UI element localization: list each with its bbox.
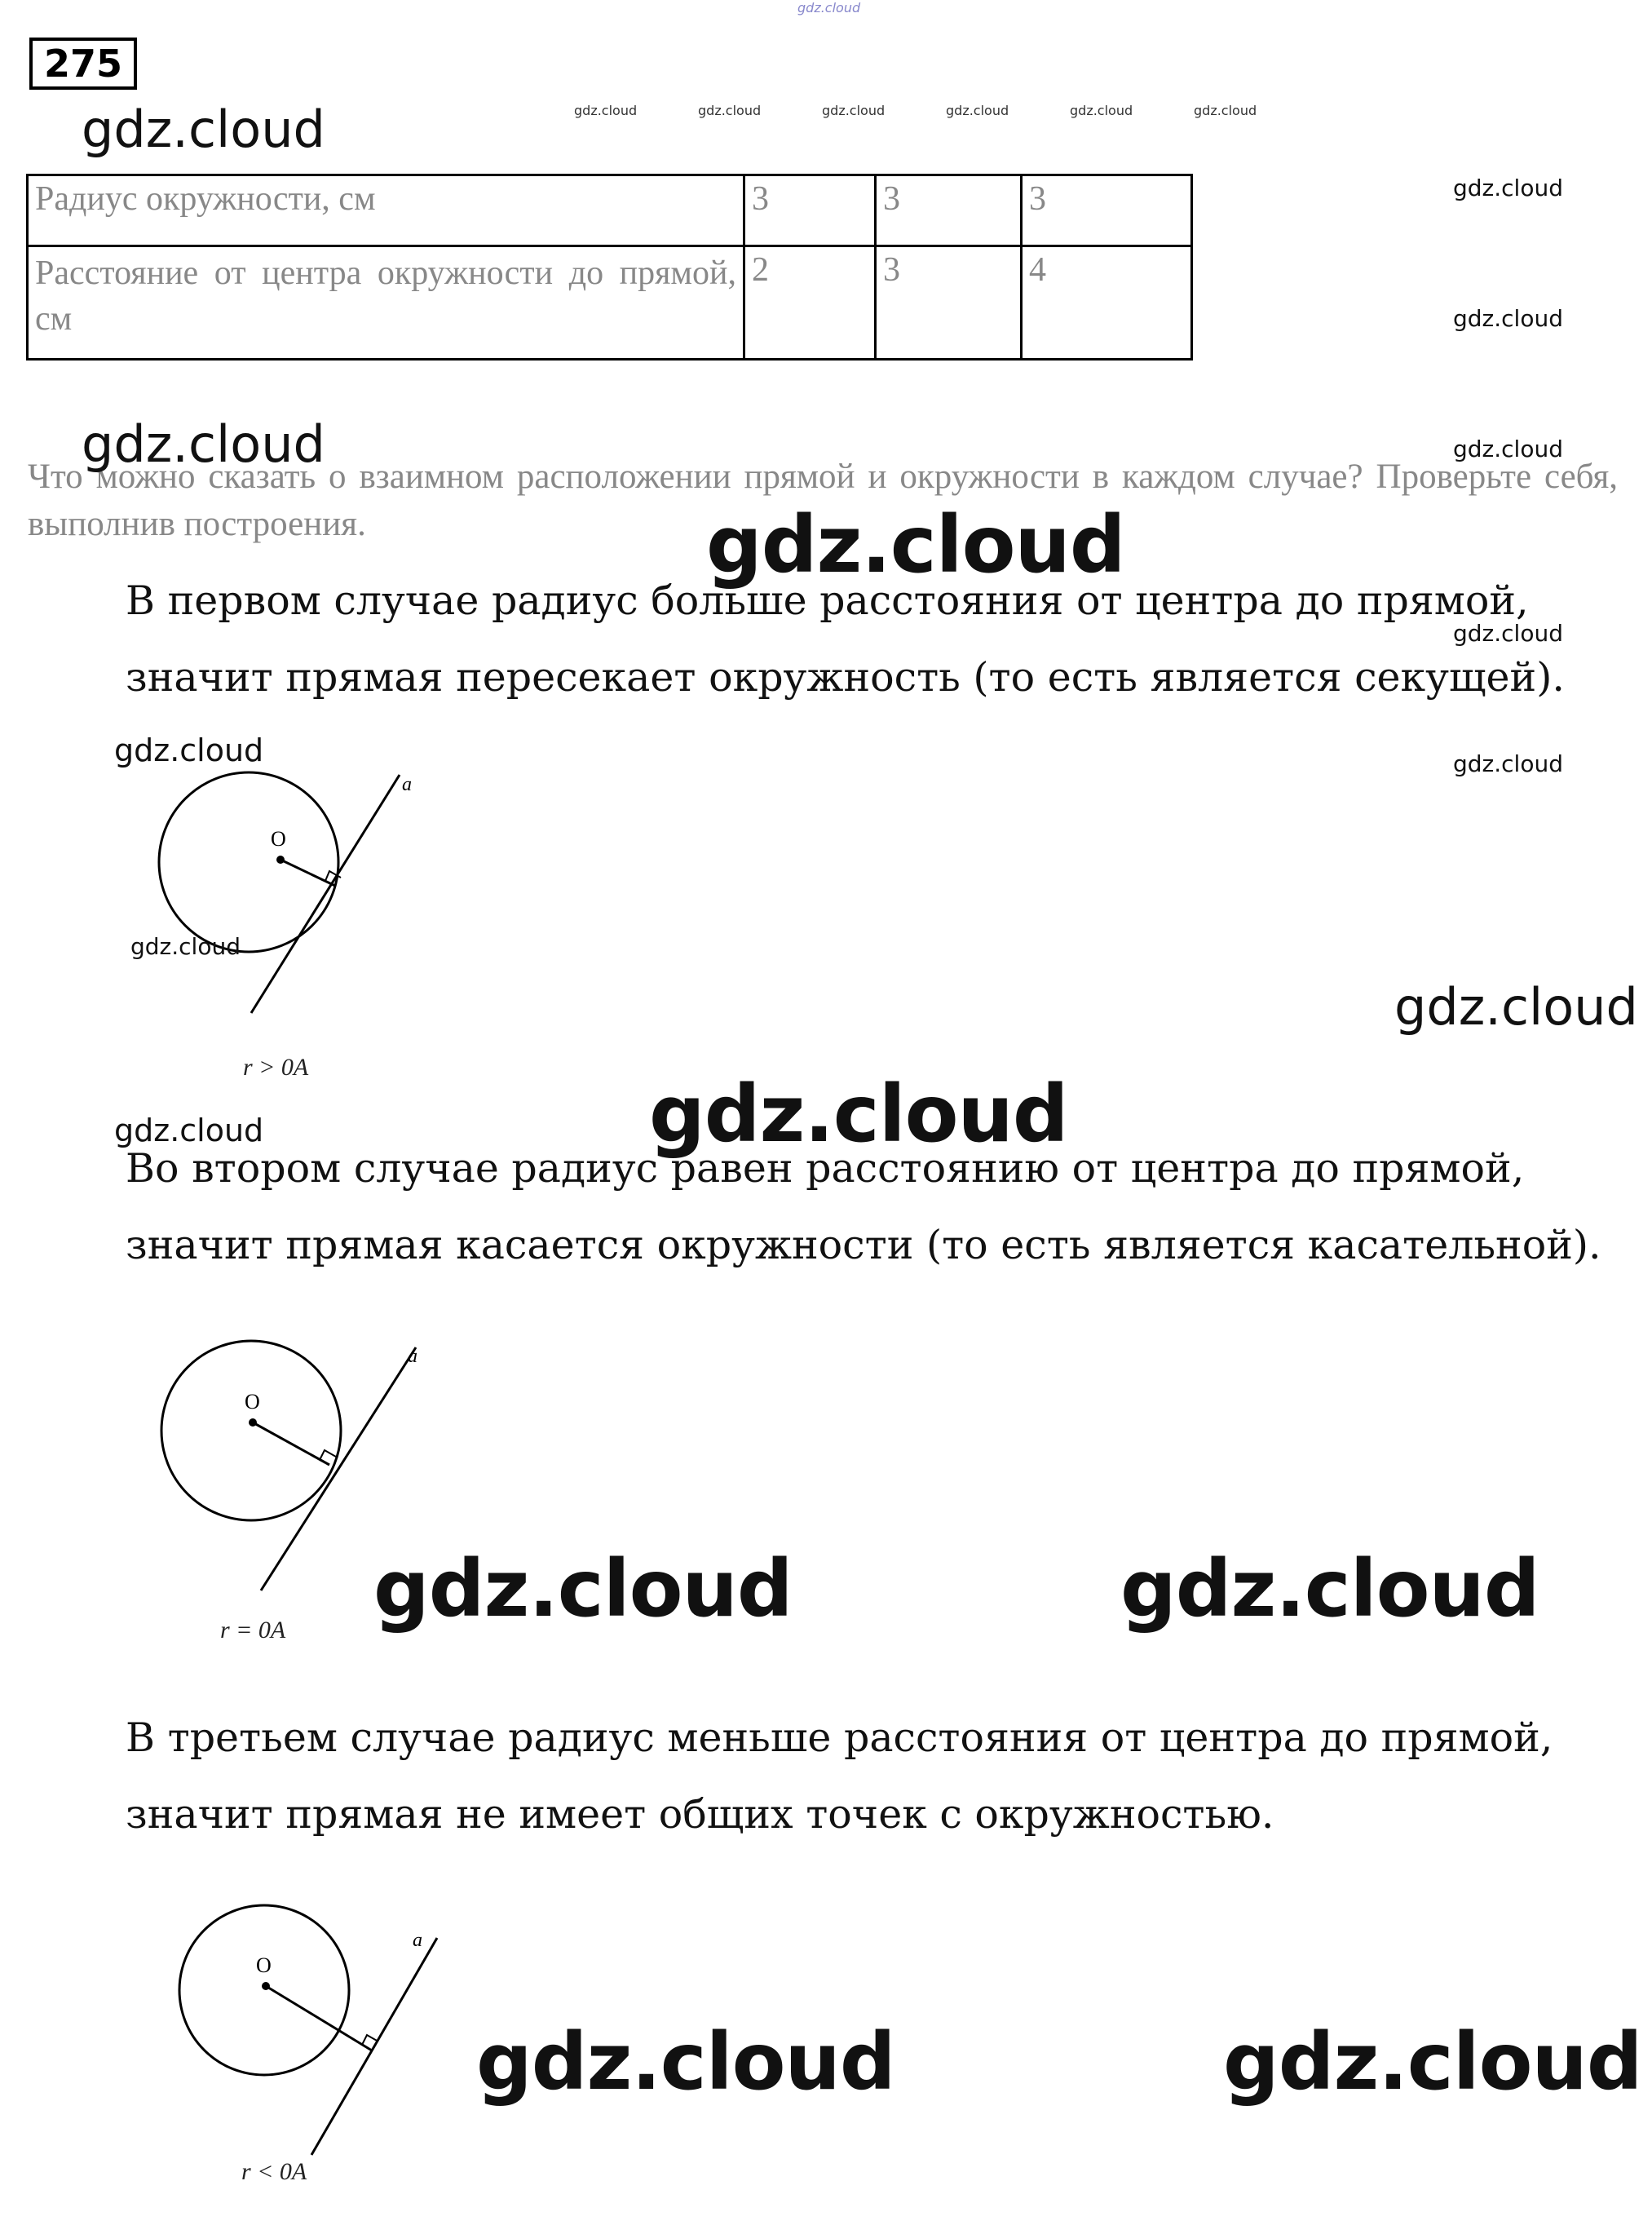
table-row <box>28 246 1192 360</box>
answer-line: В первом случае радиус больше расстояния от центра до прямой, <box>126 577 1529 624</box>
watermark: gdz.cloud <box>1453 175 1563 201</box>
watermark: gdz.cloud <box>1453 750 1563 777</box>
right-angle-mark <box>320 1450 336 1460</box>
answer-line: В третьем случае радиус меньше расстояния от центра до прямой, <box>126 1714 1553 1761</box>
watermark: gdz.cloud <box>82 414 325 474</box>
table-cell: 3 <box>876 246 1022 360</box>
table-cell: 2 <box>744 246 876 360</box>
answer-case-1 <box>126 563 1634 716</box>
line-label: a <box>408 1346 417 1367</box>
table-cell-label: Расстояние от центра окружности до прямой, см <box>28 246 744 360</box>
watermark: gdz.cloud <box>649 1068 1068 1160</box>
table-cell: 3 <box>876 175 1022 246</box>
watermark: gdz.cloud <box>476 2016 895 2108</box>
table-cell: 4 <box>1022 246 1192 360</box>
line-a <box>311 1938 437 2155</box>
center-label: O <box>256 1953 272 1977</box>
answer-line: значит прямая касается окружности (то есть является касательной). <box>126 1222 1601 1268</box>
figure-caption: r = 0A <box>220 1617 286 1643</box>
watermark: gdz.cloud <box>114 1113 264 1148</box>
watermark: gdz.cloud <box>1453 305 1563 332</box>
table-cell: 3 <box>744 175 876 246</box>
line-label: a <box>402 774 412 795</box>
figure-secant <box>147 759 440 1101</box>
line-a <box>251 775 400 1013</box>
watermark: gdz.cloud <box>574 103 638 118</box>
watermark: gdz.cloud <box>114 732 264 768</box>
table-cell-label: Радиус окружности, см <box>28 175 744 246</box>
watermark: gdz.cloud <box>706 499 1125 591</box>
question-text: Что можно сказать о взаимном расположении прямой и окружности в каждом случае? Проверьте себя, выполнив построения. <box>28 458 1618 543</box>
watermark: gdz.cloud <box>1453 436 1563 462</box>
circle <box>179 1905 349 2075</box>
figure-caption: r < 0A <box>241 2158 307 2185</box>
figure-no-intersection <box>163 1892 457 2219</box>
data-table <box>26 174 1193 361</box>
table-row <box>28 175 1192 246</box>
table-cell: 3 <box>1022 175 1192 246</box>
watermark-top: gdz.cloud <box>797 0 861 15</box>
watermark: gdz.cloud <box>373 1543 793 1635</box>
radius-segment <box>266 1986 372 2050</box>
answer-case-3 <box>126 1700 1634 1853</box>
problem-number: 275 <box>29 38 137 90</box>
watermark: gdz.cloud <box>130 933 241 960</box>
answer-line: значит прямая не имеет общих точек с окружностью. <box>126 1791 1274 1838</box>
answer-line: значит прямая пересекает окружность (то есть является секущей). <box>126 654 1565 701</box>
center-label: O <box>271 827 286 851</box>
center-label: O <box>245 1390 260 1413</box>
watermark: gdz.cloud <box>1194 103 1257 118</box>
radius-segment <box>253 1422 329 1465</box>
circle <box>161 1341 341 1520</box>
watermark: gdz.cloud <box>1223 2016 1642 2108</box>
answer-line: Во втором случае радиус равен расстоянию от центра до прямой, <box>126 1145 1525 1192</box>
figure-caption: r > 0A <box>243 1054 309 1081</box>
line-label: a <box>413 1930 422 1951</box>
watermark: gdz.cloud <box>1394 977 1638 1037</box>
radius-segment <box>280 860 335 886</box>
watermark: gdz.cloud <box>82 100 325 159</box>
watermark: gdz.cloud <box>1120 1543 1539 1635</box>
circle <box>159 772 338 952</box>
watermark: gdz.cloud <box>1453 620 1563 647</box>
watermark: gdz.cloud <box>698 103 762 118</box>
watermark: gdz.cloud <box>822 103 886 118</box>
watermark: gdz.cloud <box>1070 103 1133 118</box>
watermark: gdz.cloud <box>946 103 1009 118</box>
answer-case-2 <box>126 1130 1634 1284</box>
